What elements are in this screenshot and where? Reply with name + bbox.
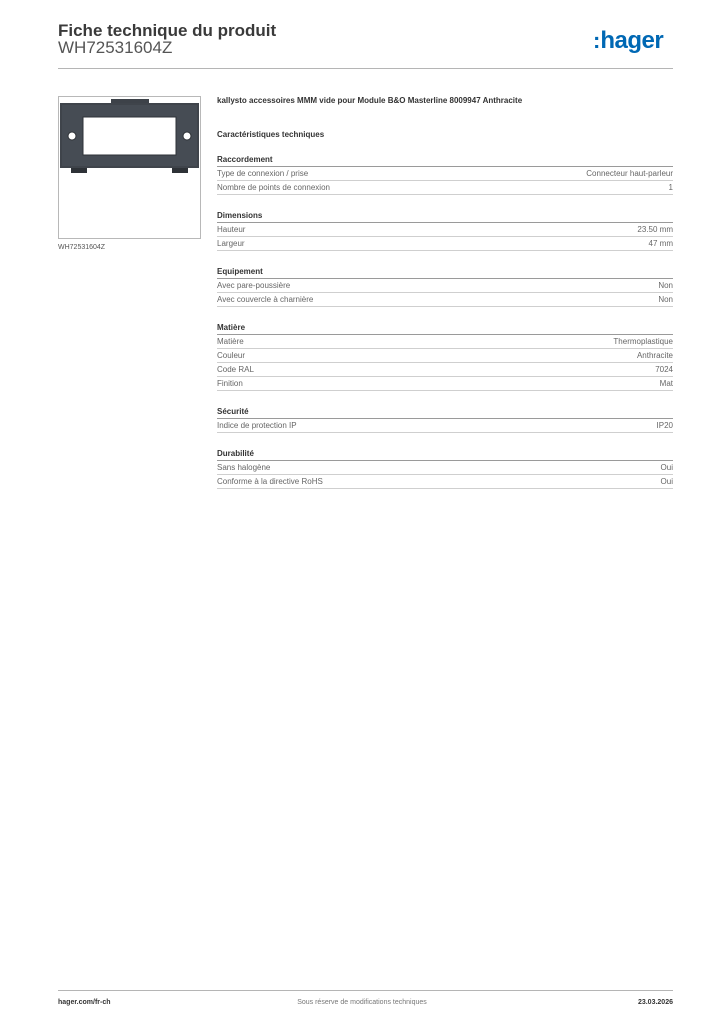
spec-row bbox=[217, 419, 673, 433]
image-caption: WH72531604Z bbox=[58, 244, 106, 251]
spec-row bbox=[217, 335, 673, 349]
spec-group bbox=[217, 155, 673, 195]
spec-label: Hauteur bbox=[217, 225, 246, 234]
spec-label: Avec couvercle à charnière bbox=[217, 295, 314, 304]
section-heading: Caractéristiques techniques bbox=[217, 130, 325, 139]
logo-text: hager bbox=[600, 27, 664, 54]
spec-label: Conforme à la directive RoHS bbox=[217, 477, 323, 486]
spec-group-title: Raccordement bbox=[217, 155, 673, 167]
spec-label: Finition bbox=[217, 379, 243, 388]
spec-label: Avec pare-poussière bbox=[217, 281, 291, 290]
spec-row bbox=[217, 223, 673, 237]
spec-value: 7024 bbox=[655, 365, 673, 374]
spec-row bbox=[217, 377, 673, 391]
spec-group-title: Durabilité bbox=[217, 449, 673, 461]
spec-group-title: Sécurité bbox=[217, 407, 673, 419]
spec-label: Matière bbox=[217, 337, 244, 346]
spec-groups bbox=[217, 155, 673, 489]
product-description: kallysto accessoires MMM vide pour Module B&O Masterline 8009947 Anthracite bbox=[217, 96, 523, 105]
product-reference: WH72531604Z bbox=[58, 38, 173, 57]
product-image bbox=[58, 96, 201, 239]
spec-value: Mat bbox=[659, 379, 673, 388]
spec-row bbox=[217, 293, 673, 307]
spec-row bbox=[217, 279, 673, 293]
spec-value: 47 mm bbox=[648, 239, 673, 248]
spec-row bbox=[217, 181, 673, 195]
footer-notice: Sous réserve de modifications techniques bbox=[297, 999, 427, 1006]
spec-value: IP20 bbox=[656, 421, 673, 430]
spec-value: Anthracite bbox=[636, 351, 673, 360]
spec-label: Largeur bbox=[217, 239, 245, 248]
product-frame-illustration bbox=[59, 97, 200, 238]
spec-value: Thermoplastique bbox=[613, 337, 673, 346]
spec-label: Sans halogène bbox=[217, 463, 271, 472]
footer-date: 23.03.2026 bbox=[637, 999, 673, 1006]
spec-group-title: Equipement bbox=[217, 267, 673, 279]
spec-group bbox=[217, 267, 673, 307]
footer-website: hager.com/fr-ch bbox=[58, 999, 111, 1006]
spec-row bbox=[217, 363, 673, 377]
spec-label: Nombre de points de connexion bbox=[217, 183, 330, 192]
spec-row bbox=[217, 167, 673, 181]
spec-label: Couleur bbox=[217, 351, 246, 360]
spec-value: 23.50 mm bbox=[637, 225, 673, 234]
hager-logo bbox=[593, 29, 663, 53]
logo-mark: : bbox=[593, 28, 600, 53]
spec-row bbox=[217, 461, 673, 475]
spec-value: Non bbox=[658, 295, 673, 304]
spec-group bbox=[217, 407, 673, 433]
spec-label: Code RAL bbox=[217, 365, 254, 374]
spec-group-title: Matière bbox=[217, 323, 673, 335]
spec-row bbox=[217, 237, 673, 251]
spec-value: Non bbox=[658, 281, 673, 290]
page-title: Fiche technique du produit bbox=[58, 21, 277, 40]
spec-value: Oui bbox=[660, 477, 673, 486]
footer-divider bbox=[58, 990, 673, 991]
spec-content bbox=[217, 96, 673, 489]
spec-value: 1 bbox=[668, 183, 673, 192]
spec-value: Oui bbox=[660, 463, 673, 472]
spec-group bbox=[217, 211, 673, 251]
spec-group bbox=[217, 323, 673, 391]
header-divider bbox=[58, 68, 673, 69]
spec-group bbox=[217, 449, 673, 489]
spec-label: Type de connexion / prise bbox=[217, 169, 309, 178]
spec-label: Indice de protection IP bbox=[217, 421, 297, 430]
spec-group-title: Dimensions bbox=[217, 211, 673, 223]
spec-row bbox=[217, 475, 673, 489]
spec-value: Connecteur haut-parleur bbox=[586, 169, 673, 178]
spec-row bbox=[217, 349, 673, 363]
